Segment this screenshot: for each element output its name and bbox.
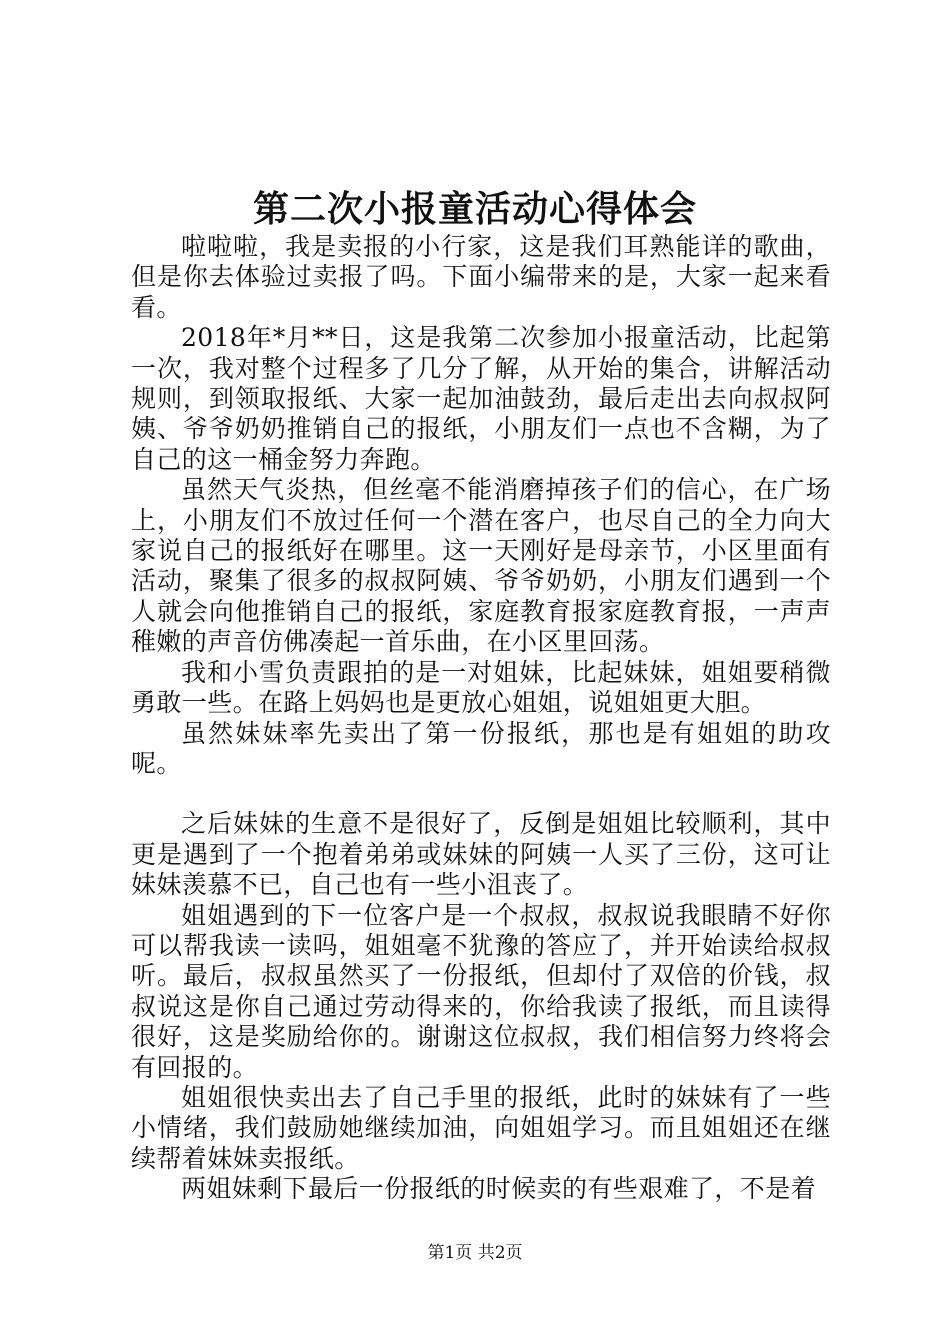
document-title: 第二次小报童活动心得体会 bbox=[252, 188, 697, 230]
paragraph-first-sale: 虽然妹妹率先卖出了第一份报纸，那也是有姐姐的助攻呢。 bbox=[131, 718, 831, 778]
paragraph-sold-out: 姐姐很快卖出去了自己手里的报纸，此时的妹妹有了一些小情绪，我们鼓励她继续加油，向姐姐学习。而且姐姐还在继续帮着妹妹卖报纸。 bbox=[131, 1082, 831, 1173]
page-number-footer: 第1页 共2页 bbox=[427, 1243, 523, 1263]
paragraph-intro: 啦啦啦，我是卖报的小行家，这是我们耳熟能详的歌曲，但是你去体验过卖报了吗。下面小编带来的是，大家一起来看看。 bbox=[131, 232, 831, 322]
paragraph-weather: 虽然天气炎热，但丝毫不能消磨掉孩子们的信心，在广场上，小朋友们不放过任何一个潜在客户，也尽自己的全力向大家说自己的报纸好在哪里。这一天刚好是母亲节，小区里面有活动，聚集了很多的叔叔阿姨、爷爷奶奶，小朋友们遇到一个人就会向他推销自己的报纸，家庭教育报家庭教育报，一声声稚嫩的声音仿佛凑起一首乐曲，在小区里回荡。 bbox=[131, 475, 831, 657]
document-body bbox=[131, 232, 831, 1205]
paragraph-last-paper: 两姐妹剩下最后一份报纸的时候卖的有些艰难了，不是着 bbox=[181, 1174, 817, 1204]
paragraph-sisters: 我和小雪负责跟拍的是一对姐妹，比起妹妹，姐姐要稍微勇敢一些。在路上妈妈也是更放心姐姐，说姐姐更大胆。 bbox=[131, 657, 831, 718]
paragraph-afterwards: 之后妹妹的生意不是很好了，反倒是姐姐比较顺利，其中更是遇到了一个抱着弟弟或妹妹的阿姨一人买了三份，这可让妹妹羡慕不已，自己也有一些小沮丧了。 bbox=[131, 809, 831, 900]
paragraph-date: 2018年*月**日，这是我第二次参加小报童活动，比起第一次，我对整个过程多了几分了解，从开始的集合，讲解活动规则，到领取报纸、大家一起加油鼓劲，最后走出去向叔叔阿姨、爷爷奶奶推销自己的报纸，小朋友们一点也不含糊，为了自己的这一桶金努力奔跑。 bbox=[131, 323, 831, 474]
paragraph-gap bbox=[131, 779, 831, 809]
paragraph-uncle: 姐姐遇到的下一位客户是一个叔叔，叔叔说我眼睛不好你可以帮我读一读吗，姐姐毫不犹豫的答应了，并开始读给叔叔听。最后，叔叔虽然买了一份报纸，但却付了双倍的价钱，叔叔说这是你自己通过劳动得来的，你给我读了报纸，而且读得很好，这是奖励给你的。谢谢这位叔叔，我们相信努力终将会有回报的。 bbox=[131, 900, 831, 1082]
